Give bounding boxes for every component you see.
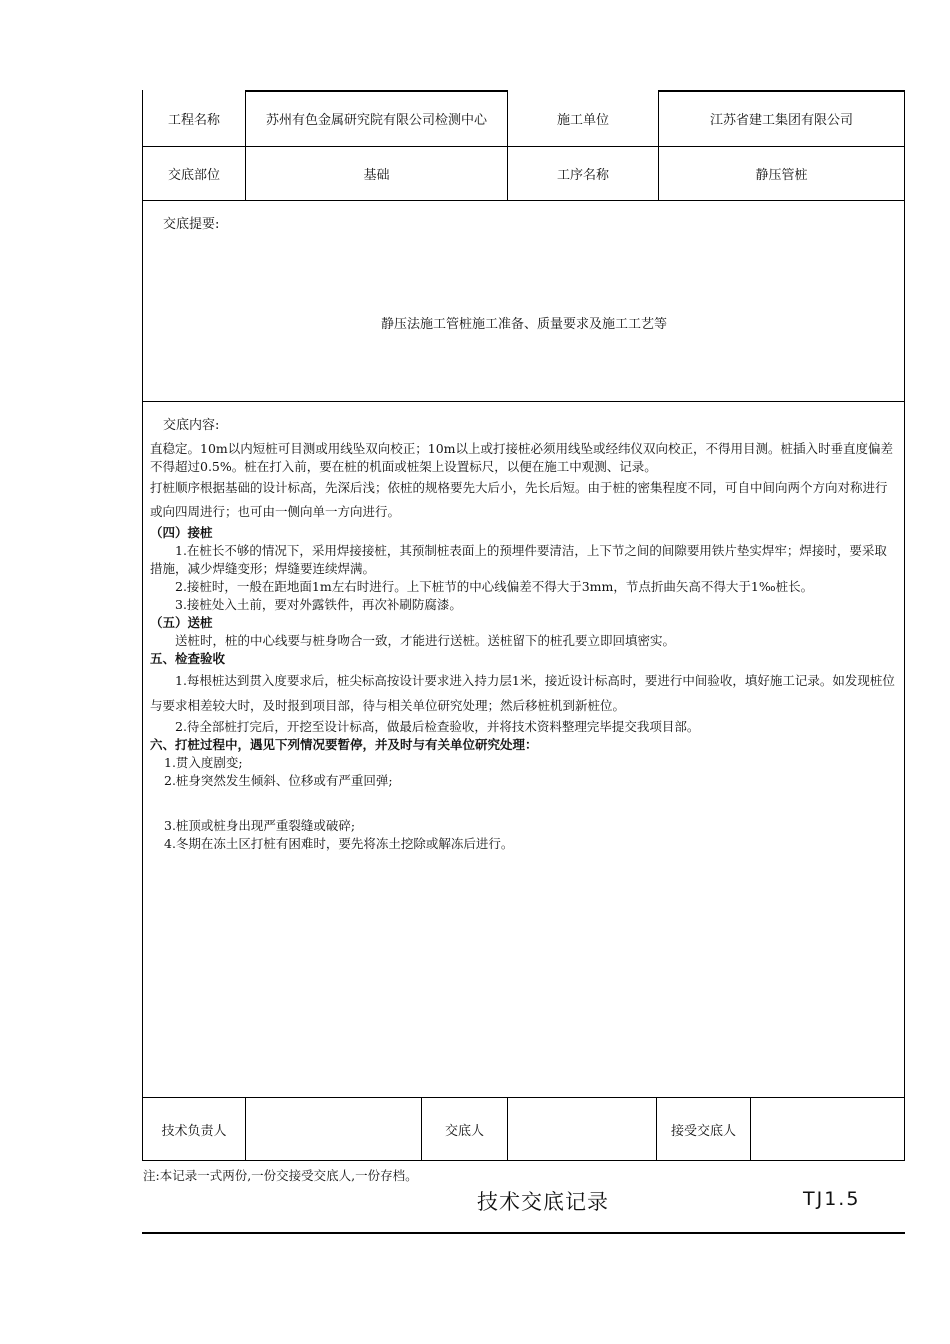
- content-paragraph: 直稳定。10m以内短桩可目测或用线坠双向校正；10m以上或打接桩必须用线坠或经纬仪双向校正，不得用目测。桩插入时垂直度偏差不得超过0.5%。桩在打入前，要在桩的机面或桩架上设置标尺，以便在施工中观测、记录。: [150, 441, 894, 474]
- content-paragraph: 2.待全部桩打完后，开挖至设计标高，做最后检查验收，并将技术资料整理完毕提交我项目部。: [175, 719, 700, 734]
- tech-lead-label: 技术负责人: [161, 1124, 227, 1139]
- location-label: 交底部位: [167, 168, 220, 183]
- content-paragraph: 2.接桩时，一般在距地面1m左右时进行。上下桩节的中心线偏差不得大于3mm，节点折曲矢高不得大于1‰桩长。: [175, 579, 814, 594]
- content-body: [150, 440, 898, 853]
- receiver-label: 接受交底人: [670, 1124, 736, 1139]
- bottom-rule: [142, 1232, 905, 1234]
- footnote: 注:本记录一式两份,一份交接受交底人,一份存档。: [143, 1168, 418, 1183]
- section-heading: 五、检查验收: [150, 651, 226, 666]
- construction-unit-label: 施工单位: [556, 113, 609, 128]
- row-divider: [142, 200, 905, 201]
- presenter-label: 交底人: [444, 1124, 484, 1139]
- tech-lead-value[interactable]: [246, 1098, 421, 1161]
- row-divider: [142, 401, 905, 402]
- summary-text: 静压法施工管桩施工准备、质量要求及施工工艺等: [380, 317, 667, 332]
- process-label: 工序名称: [556, 168, 609, 183]
- list-item: 2.桩身突然发生倾斜、位移或有严重回弹;: [164, 773, 393, 788]
- receiver-value[interactable]: [751, 1098, 904, 1161]
- section-heading: （四）接桩: [150, 525, 213, 540]
- project-name-label: 工程名称: [167, 113, 220, 128]
- construction-unit-value: 江苏省建工集团有限公司: [709, 113, 853, 128]
- process-value: 静压管桩: [755, 168, 808, 183]
- summary-label: 交底提要:: [163, 217, 220, 232]
- content-paragraph: 3.接桩处入土前，要对外露铁件，再次补刷防腐漆。: [175, 597, 462, 612]
- section-heading: 六、打桩过程中，遇见下列情况要暂停，并及时与有关单位研究处理：: [150, 737, 538, 752]
- section-heading: （五）送桩: [150, 615, 213, 630]
- document-title: 技术交底记录: [477, 1190, 609, 1214]
- content-label: 交底内容:: [163, 418, 220, 433]
- list-item: 4.冬期在冻土区打桩有困难时，要先将冻土挖除或解冻后进行。: [164, 836, 514, 851]
- list-item: 3.桩顶或桩身出现严重裂缝或破碎;: [164, 818, 356, 833]
- content-paragraph: 1.在桩长不够的情况下，采用焊接接桩，其预制桩表面上的预埋件要清洁，上下节之间的间隙要用铁片垫实焊牢；焊接时，要采取措施，减少焊缝变形；焊缝要连续焊满。: [150, 543, 887, 576]
- content-paragraph: 送桩时，桩的中心线要与桩身吻合一致，才能进行送桩。送桩留下的桩孔要立即回填密实。: [175, 633, 676, 648]
- content-paragraph: 1.每根桩达到贯入度要求后，桩尖标高按设计要求进入持力层1米，接近设计标高时，要进行中间验收，填好施工记录。如发现桩位与要求相差较大时，及时报到项目部，待与相关单位研究处理；然后移桩机到新桩位。: [150, 673, 895, 713]
- content-paragraph: 打桩顺序根据基础的设计标高，先深后浅；依桩的规格要先大后小，先长后短。由于桩的密集程度不同，可自中间向两个方向对称进行或向四周进行；也可由一侧向单一方向进行。: [150, 480, 888, 519]
- list-item: 1.贯入度剧变;: [164, 755, 243, 770]
- document-code: TJ1.5: [803, 1188, 861, 1210]
- project-name-value: 苏州有色金属研究院有限公司检测中心: [265, 113, 487, 128]
- location-value: 基础: [363, 168, 390, 183]
- presenter-value[interactable]: [508, 1098, 656, 1161]
